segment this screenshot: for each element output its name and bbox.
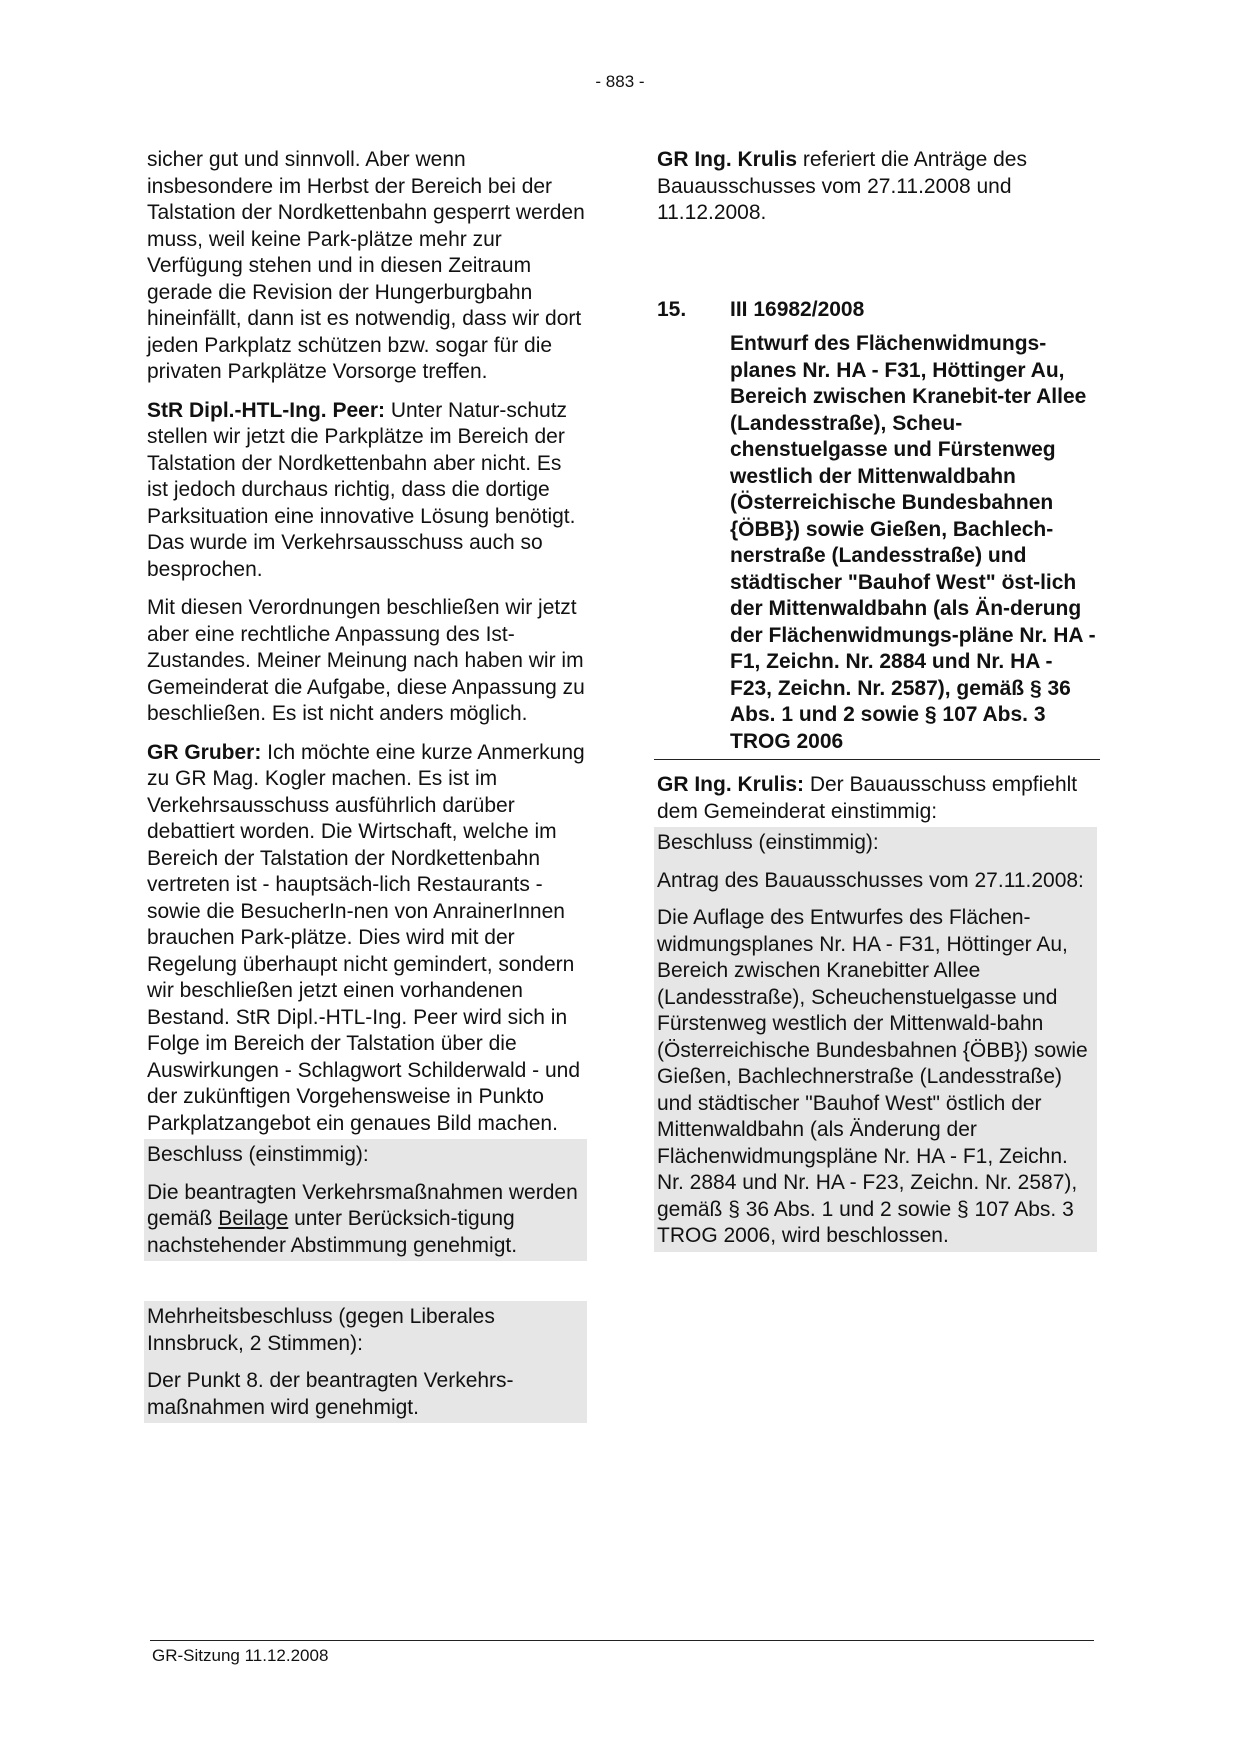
majority-resolution-box — [144, 1301, 587, 1423]
paragraph — [147, 398, 587, 584]
resolution-box — [654, 827, 1097, 1252]
attachment-link[interactable]: Beilage — [218, 1207, 289, 1230]
resolution-box — [144, 1139, 587, 1261]
speaker-name: StR Dipl.-HTL-Ing. Peer: — [147, 398, 385, 422]
resolution-text: Die Auflage des Entwurfes des Flächen-widmungsplanes Nr. HA - F31, Höttinger Au, Bereich zwischen Kranebitter Allee (Landesstraße), Scheuchenstuelgasse und Fürstenweg westlich der Mittenwald-bahn (Österreichische Bundesbahnen {ÖBB}) sowie Gießen, Bachlechnerstraße (Landesstraße) und städtischer "Bauhof West" östlich der Mittenwaldbahn (als Änderung der Flächenwidmungspläne Nr. HA - F1, Zeichn. Nr. 2884 und Nr. HA - F23, Zeichn. Nr. 2587), gemäß § 36 Abs. 1 und 2 sowie § 107 Abs. 3 TROG 2006, wird beschlossen. — [657, 906, 1088, 1247]
resolution-title: Mehrheitsbeschluss (gegen Liberales Innsbruck, 2 Stimmen): — [147, 1305, 495, 1355]
agenda-item-title: Entwurf des Flächenwidmungs-planes Nr. HA - F31, Höttinger Au, Bereich zwischen Kranebit-ter Allee (Landesstraße), Scheu-chenstuelgasse und Fürstenweg westlich der Mittenwaldbahn (Österreichische Bundesbahnen {ÖBB}) sowie Gießen, Bachlech-nerstraße (Landesstraße) und städtischer "Bauhof West" öst-lich der Mittenwaldbahn (als Än-derung der Flächenwidmungs-pläne Nr. HA - F1, Zeichn. Nr. 2884 und Nr. HA - F23, Zeichn. Nr. 2587), gemäß § 36 Abs. 1 und 2 sowie § 107 Abs. 3 TROG 2006 — [730, 332, 1096, 753]
paragraph — [657, 772, 1097, 825]
paragraph: sicher gut und sinnvoll. Aber wenn insbesondere im Herbst der Bereich bei der Talstation der Nordkettenbahn gesperrt werden muss, weil keine Park-plätze mehr zur Verfügung stehen und in diesen Zeitraum gerade die Revision der Hungerburgbahn hineinfällt, dann ist es notwendig, dass wir dort jeden Parkplatz schützen bzw. sogar für die privaten Parkplätze Vorsorge treffen. — [147, 148, 585, 383]
speaker-name: GR Ing. Krulis: — [657, 773, 804, 796]
speech-text: Unter Natur-schutz stellen wir jetzt die Parkplätze im Bereich der Talstation der Nordkettenbahn aber nicht. Es ist jedoch durchaus richtig, dass die dortige Parksituation eine innovative Lösung benötigt. Das wurde im Verkehrsausschuss auch so besprochen. — [147, 398, 576, 581]
right-column — [657, 147, 1097, 1252]
agenda-item-reference: III 16982/2008 — [730, 297, 865, 321]
resolution-text-part: unter Berücksich-tigung nachstehender Abstimmung genehmigt. — [147, 1207, 518, 1257]
resolution-text-part: Die beantragten Verkehrsmaßnahmen werden gemäß — [147, 1180, 578, 1230]
footer-divider — [150, 1640, 1094, 1641]
speaker-name: GR Ing. Krulis — [657, 148, 798, 171]
resolution-text — [147, 1180, 584, 1260]
footer-text: GR-Sitzung 11.12.2008 — [152, 1646, 329, 1665]
speech-text: referiert die Anträge des Bauausschusses vom 27.11.2008 und 11.12.2008. — [657, 148, 1027, 224]
paragraph — [657, 147, 1097, 227]
resolution-text: Der Punkt 8. der beantragten Verkehrs-maßnahmen wird genehmigt. — [147, 1369, 514, 1419]
resolution-title: Beschluss (einstimmig): — [147, 1143, 369, 1166]
speech-text: Der Bauausschuss empfiehlt dem Gemeinderat einstimmig: — [657, 773, 1078, 823]
paragraph — [147, 740, 587, 1138]
resolution-text: Antrag des Bauausschusses vom 27.11.2008: — [657, 868, 1084, 892]
agenda-item-header — [657, 297, 1097, 324]
page-number: - 883 - — [595, 72, 645, 91]
speaker-name: GR Gruber: — [147, 740, 262, 764]
resolution-title: Beschluss (einstimmig): — [657, 831, 879, 854]
divider — [654, 759, 1100, 760]
agenda-item-number: 15. — [657, 297, 687, 321]
spacer — [147, 1261, 587, 1301]
speech-text: Ich möchte eine kurze Anmerkung zu GR Mag. Kogler machen. Es ist im Verkehrsausschuss ausführlich darüber debattiert worden. Die Wirtschaft, welche im Bereich der Talstation der Nordkettenbahn vertreten ist - hauptsäch-lich Restaurants - sowie die BesucherIn-nen von AnrainerInnen brauchen Park-plätze. Dies wird mit der Regelung überhaupt nicht gemindert, sondern wir beschließen jetzt einen vorhandenen Bestand. StR Dipl.-HTL-Ing. Peer wird sich in Folge im Bereich der Talstation über die Auswirkungen - Schlagwort Schilderwald - und der zukünftigen Vorgehensweise in Punkto Parkplatzangebot ein genaues Bild machen. — [147, 740, 585, 1135]
left-column — [147, 147, 587, 1423]
paragraph: Mit diesen Verordnungen beschließen wir jetzt aber eine rechtliche Anpassung des Ist-Zustandes. Meiner Meinung nach haben wir im Gemeinderat die Aufgabe, diese Anpassung zu beschließen. Es ist nicht anders möglich. — [147, 596, 585, 725]
